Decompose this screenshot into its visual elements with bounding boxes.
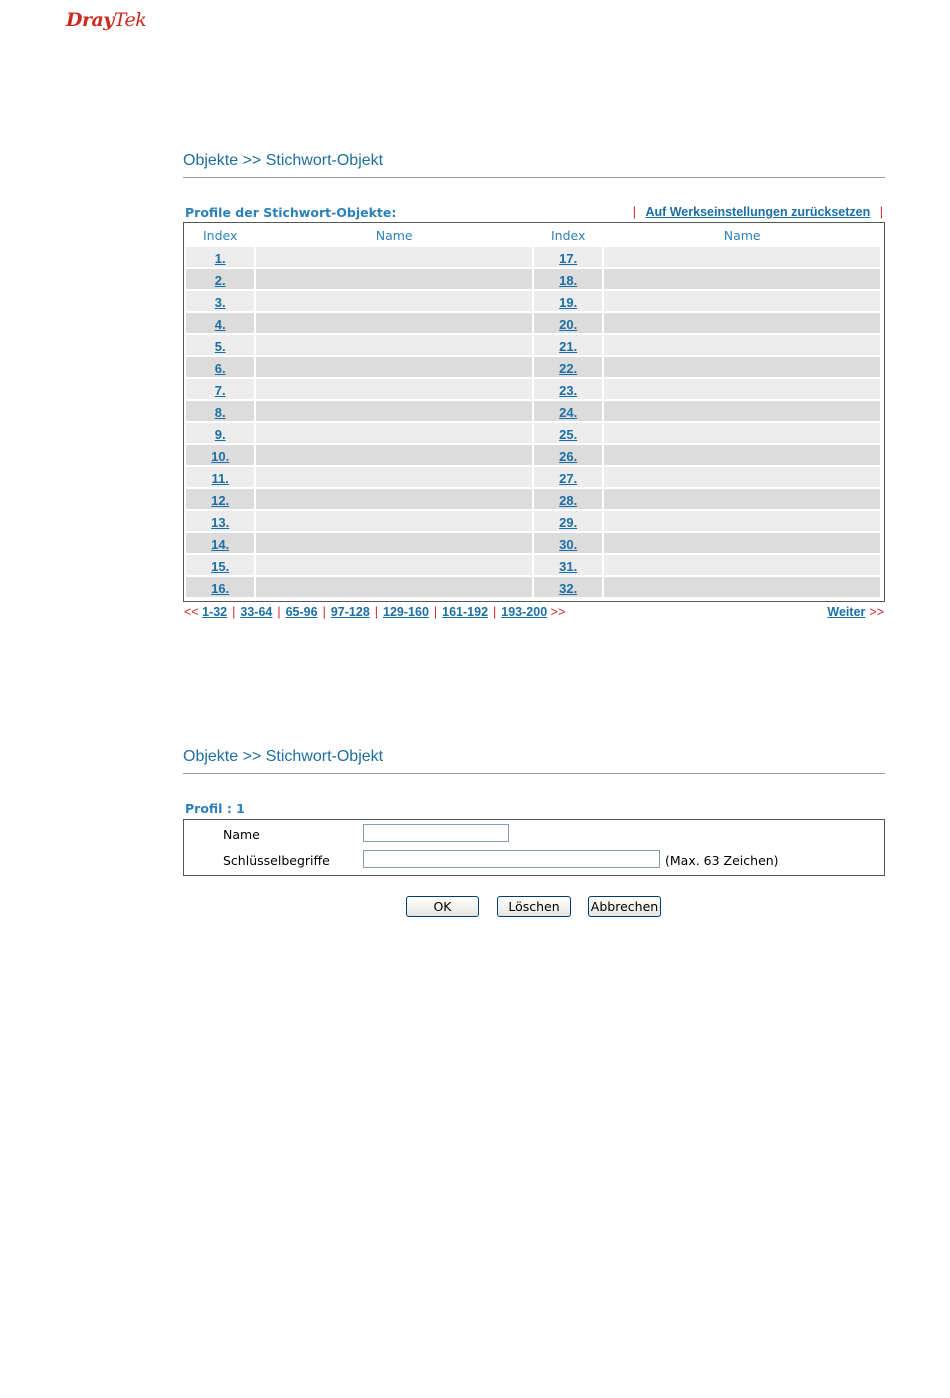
pagination: << 1-32 | 33-64 | 65-96 | 97-128 | 129-160 | 161-192 | 193-200 >> <box>184 605 566 619</box>
name-cell <box>604 291 880 311</box>
index-cell <box>534 269 602 289</box>
delete-button[interactable]: Löschen <box>497 896 571 917</box>
profile-index-link[interactable]: 18. <box>559 272 578 288</box>
name-cell <box>256 445 532 465</box>
keywords-max-hint: (Max. 63 Zeichen) <box>665 853 779 868</box>
table-row <box>186 291 880 311</box>
index-cell <box>534 401 602 421</box>
index-cell <box>186 445 254 465</box>
name-cell <box>256 555 532 575</box>
name-cell <box>604 357 880 377</box>
ok-button[interactable]: OK <box>406 896 479 917</box>
table-row <box>186 489 880 509</box>
name-cell <box>604 247 880 267</box>
index-cell <box>534 511 602 531</box>
profile-index-link[interactable]: 1. <box>214 250 226 266</box>
name-cell <box>604 335 880 355</box>
column-header-name: Name <box>723 227 761 243</box>
profile-index-link[interactable]: 25. <box>559 426 578 442</box>
name-cell <box>256 291 532 311</box>
name-cell <box>256 533 532 553</box>
table-row <box>186 423 880 443</box>
page-link-1-32[interactable]: 1-32 <box>202 605 228 619</box>
profile-index-link[interactable]: 16. <box>211 580 230 596</box>
profile-index-link[interactable]: 15. <box>211 558 230 574</box>
index-cell <box>534 555 602 575</box>
index-cell <box>186 313 254 333</box>
profile-index-link[interactable]: 13. <box>211 514 230 530</box>
column-header-index: Index <box>202 227 238 243</box>
profile-index-link[interactable]: 27. <box>559 470 578 486</box>
profile-form <box>183 819 885 876</box>
index-cell <box>534 489 602 509</box>
factory-reset-link[interactable]: Auf Werkseinstellungen zurücksetzen <box>645 205 871 219</box>
index-cell <box>186 247 254 267</box>
name-cell <box>604 313 880 333</box>
profiles-section-label: Profile der Stichwort-Objekte: <box>185 205 397 220</box>
page-link-33-64[interactable]: 33-64 <box>240 605 273 619</box>
next-arrow: >> <box>550 605 566 619</box>
name-cell <box>256 489 532 509</box>
profile-index-link[interactable]: 4. <box>214 316 226 332</box>
profile-index-link[interactable]: 29. <box>559 514 578 530</box>
column-header-index: Index <box>550 227 586 243</box>
table-row <box>186 247 880 267</box>
table-row <box>186 555 880 575</box>
name-cell <box>256 467 532 487</box>
profile-index-link[interactable]: 26. <box>559 448 578 464</box>
name-cell <box>604 269 880 289</box>
column-header-name: Name <box>375 227 413 243</box>
separator: | <box>632 205 636 219</box>
index-cell <box>534 313 602 333</box>
table-row <box>186 357 880 377</box>
profile-index-link[interactable]: 31. <box>559 558 578 574</box>
profile-index-link[interactable]: 11. <box>211 470 229 486</box>
profile-index-link[interactable]: 22. <box>559 360 578 376</box>
index-cell <box>534 577 602 597</box>
index-cell <box>534 357 602 377</box>
profile-index-link[interactable]: 3. <box>214 294 226 310</box>
table-row <box>186 269 880 289</box>
index-cell <box>534 379 602 399</box>
index-cell <box>534 291 602 311</box>
table-row <box>186 467 880 487</box>
table-row <box>186 313 880 333</box>
logo-text-light: Tek <box>113 9 147 31</box>
profile-index-link[interactable]: 19. <box>559 294 578 310</box>
profile-index-link[interactable]: 23. <box>559 382 578 398</box>
profile-index-link[interactable]: 10. <box>211 448 230 464</box>
keywords-input[interactable] <box>363 850 660 868</box>
table-row <box>186 379 880 399</box>
index-cell <box>186 577 254 597</box>
index-cell <box>534 423 602 443</box>
profile-index-link[interactable]: 8. <box>214 404 226 420</box>
name-cell <box>256 401 532 421</box>
index-cell <box>186 291 254 311</box>
table-row <box>186 533 880 553</box>
name-cell <box>256 269 532 289</box>
name-cell <box>604 555 880 575</box>
keywords-label: Schlüsselbegriffe <box>223 853 330 868</box>
page-link-161-192[interactable]: 161-192 <box>442 605 489 619</box>
index-cell <box>534 467 602 487</box>
table-row <box>186 401 880 421</box>
page-title: Objekte >> Stichwort-Objekt <box>183 152 885 178</box>
table-row <box>186 445 880 465</box>
cancel-button[interactable]: Abbrechen <box>588 896 661 917</box>
name-cell <box>604 467 880 487</box>
name-cell <box>256 379 532 399</box>
next-page-arrow: >> <box>869 605 884 619</box>
name-input[interactable] <box>363 824 509 842</box>
profile-index-link[interactable]: 7. <box>214 382 226 398</box>
page-link-193-200[interactable]: 193-200 <box>501 605 548 619</box>
name-cell <box>604 423 880 443</box>
profile-index-link[interactable]: 12. <box>211 492 230 508</box>
edit-page-title: Objekte >> Stichwort-Objekt <box>183 748 885 774</box>
profile-index-link[interactable]: 24. <box>559 404 578 420</box>
index-cell <box>534 247 602 267</box>
index-cell <box>186 555 254 575</box>
name-cell <box>256 357 532 377</box>
index-cell <box>534 533 602 553</box>
index-cell <box>186 511 254 531</box>
index-cell <box>186 269 254 289</box>
index-cell <box>186 335 254 355</box>
profile-index-link[interactable]: 20. <box>559 316 578 332</box>
name-cell <box>256 247 532 267</box>
table-row <box>186 335 880 355</box>
name-cell <box>604 379 880 399</box>
name-cell <box>604 489 880 509</box>
name-cell <box>604 401 880 421</box>
name-cell <box>256 511 532 531</box>
index-cell <box>186 533 254 553</box>
name-cell <box>256 313 532 333</box>
profile-index-link[interactable]: 32. <box>559 580 578 596</box>
next-page-link[interactable]: Weiter <box>827 605 866 619</box>
name-cell <box>604 445 880 465</box>
index-cell <box>534 335 602 355</box>
reset-bar <box>633 205 883 219</box>
index-cell <box>186 423 254 443</box>
page-link-65-96[interactable]: 65-96 <box>285 605 318 619</box>
profile-index-link[interactable]: 17. <box>559 250 578 266</box>
index-cell <box>186 489 254 509</box>
table-row <box>186 577 880 597</box>
profile-index-link[interactable]: 14. <box>211 536 230 552</box>
name-cell <box>604 533 880 553</box>
next-page-nav <box>827 605 884 619</box>
profile-index-link[interactable]: 28. <box>559 492 578 508</box>
index-cell <box>186 379 254 399</box>
index-cell <box>186 401 254 421</box>
name-cell <box>604 577 880 597</box>
table-row <box>186 511 880 531</box>
page-link-97-128[interactable]: 97-128 <box>330 605 370 619</box>
name-cell <box>604 511 880 531</box>
index-cell <box>186 467 254 487</box>
index-cell <box>534 445 602 465</box>
profile-index-link[interactable]: 6. <box>214 360 226 376</box>
name-cell <box>256 423 532 443</box>
page-link-129-160[interactable]: 129-160 <box>383 605 429 619</box>
profile-index-link[interactable]: 9. <box>214 426 226 442</box>
separator: | <box>879 205 883 219</box>
profile-index-link[interactable]: 21. <box>559 338 578 354</box>
logo-text-bold: Dray <box>66 9 114 31</box>
profile-index-link[interactable]: 2. <box>214 272 226 288</box>
prev-arrow: << <box>184 605 199 619</box>
name-cell <box>256 577 532 597</box>
profile-table <box>184 223 882 599</box>
profile-table-container <box>183 222 885 602</box>
draytek-logo <box>66 9 146 31</box>
profile-number-label: Profil : 1 <box>185 801 245 816</box>
name-label: Name <box>223 827 260 842</box>
name-cell <box>256 335 532 355</box>
profile-index-link[interactable]: 30. <box>559 536 578 552</box>
index-cell <box>186 357 254 377</box>
profile-index-link[interactable]: 5. <box>214 338 226 354</box>
